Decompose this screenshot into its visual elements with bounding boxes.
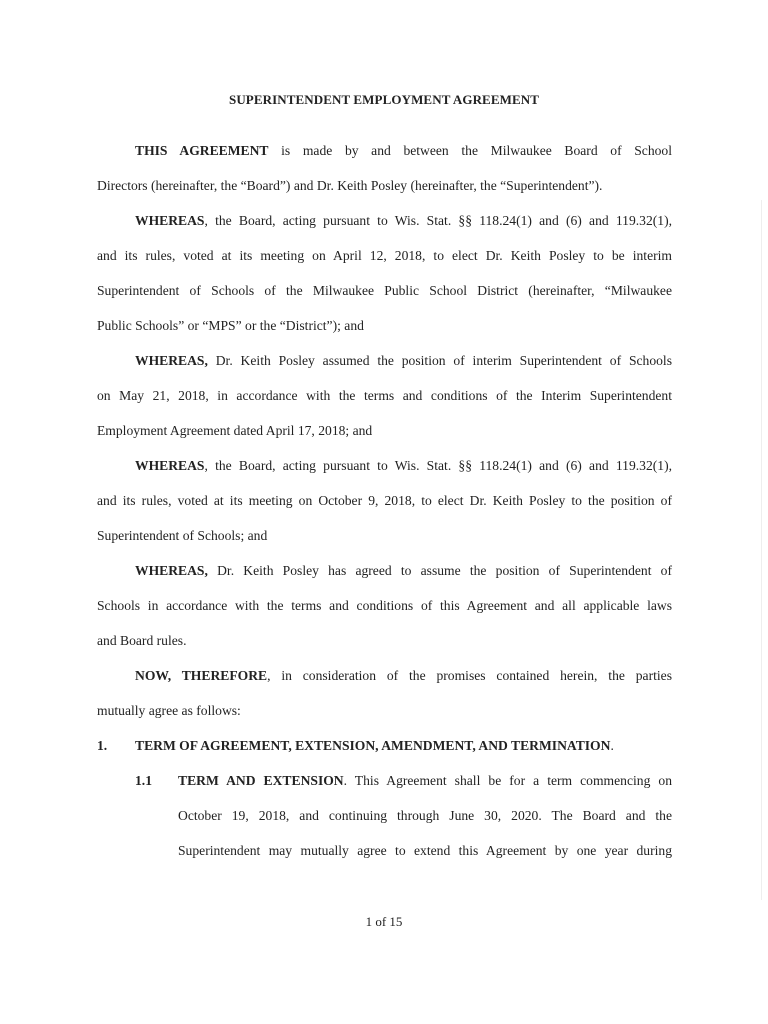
recital-line bbox=[97, 527, 672, 545]
line-text: October 19, 2018, and continuing through June 30, 2020. The Board and the bbox=[178, 808, 672, 823]
recital-line bbox=[97, 177, 672, 195]
line-text: and its rules, voted at its meeting on April 12, 2018, to elect Dr. Keith Posley to be interim bbox=[97, 248, 672, 263]
line-text: is made by and between the Milwaukee Board of School bbox=[268, 143, 672, 158]
line-text: Schools in accordance with the terms and conditions of this Agreement and all applicable laws bbox=[97, 598, 672, 613]
recital-line bbox=[135, 457, 672, 475]
line-text: Dr. Keith Posley assumed the position of interim Superintendent of Schools bbox=[207, 353, 672, 368]
recital-line bbox=[97, 387, 672, 405]
line-text: and its rules, voted at its meeting on October 9, 2018, to elect Dr. Keith Posley to the position of bbox=[97, 493, 672, 508]
recital-line bbox=[97, 282, 672, 300]
bold-lead-text: TERM OF AGREEMENT, EXTENSION, AMENDMENT, AND TERMINATION bbox=[135, 738, 611, 753]
recital-line bbox=[135, 212, 672, 230]
line-text: . bbox=[610, 738, 614, 753]
line-text: Directors (hereinafter, the “Board”) and Dr. Keith Posley (hereinafter, the “Superintendent”). bbox=[97, 178, 603, 193]
recital-line bbox=[97, 317, 672, 335]
section-line bbox=[135, 737, 666, 755]
recital-line bbox=[135, 667, 672, 685]
line-text: mutually agree as follows: bbox=[97, 703, 241, 718]
recital-line bbox=[97, 247, 672, 265]
recital-line bbox=[135, 352, 672, 370]
bold-lead-text: WHEREAS, bbox=[135, 353, 208, 368]
line-text: Public Schools” or “MPS” or the “District”); and bbox=[97, 318, 364, 333]
recital-line bbox=[97, 492, 672, 510]
subsection-number: 1.1 bbox=[135, 773, 152, 788]
document-title: SUPERINTENDENT EMPLOYMENT AGREEMENT bbox=[228, 92, 539, 107]
bold-lead-text: WHEREAS, bbox=[135, 563, 208, 578]
bold-lead-text: WHEREAS bbox=[135, 458, 205, 473]
recital-line bbox=[97, 702, 672, 720]
recital-line bbox=[97, 597, 672, 615]
bold-lead-text: TERM AND EXTENSION bbox=[178, 773, 344, 788]
bold-lead-text: WHEREAS bbox=[135, 213, 205, 228]
line-text: Employment Agreement dated April 17, 2018; and bbox=[97, 423, 373, 438]
line-text: Superintendent of Schools; and bbox=[97, 528, 268, 543]
line-text: Superintendent of Schools of the Milwaukee Public School District (hereinafter, “Milwaukee bbox=[97, 283, 672, 298]
line-text: , the Board, acting pursuant to Wis. Stat. §§ 118.24(1) and (6) and 119.32(1), bbox=[204, 458, 672, 473]
line-text: on May 21, 2018, in accordance with the terms and conditions of the Interim Superintendent bbox=[97, 388, 672, 403]
bold-lead-text: THIS AGREEMENT bbox=[135, 143, 269, 158]
recital-line bbox=[97, 422, 672, 440]
line-text: . This Agreement shall be for a term commencing on bbox=[343, 773, 672, 788]
section-number: 1. bbox=[97, 738, 108, 753]
line-text: and Board rules. bbox=[97, 633, 187, 648]
recital-line bbox=[135, 562, 672, 580]
bold-lead-text: NOW, THEREFORE bbox=[135, 668, 268, 683]
page-edge-divider bbox=[761, 200, 762, 900]
recital-line bbox=[97, 632, 672, 650]
page-number: 1 of 15 bbox=[365, 914, 403, 929]
line-text: Dr. Keith Posley has agreed to assume the position of Superintendent of bbox=[207, 563, 672, 578]
subsection-line bbox=[178, 772, 672, 790]
recital-line bbox=[135, 142, 672, 160]
subsection-line bbox=[178, 807, 672, 825]
line-text: , in consideration of the promises contained herein, the parties bbox=[267, 668, 672, 683]
line-text: , the Board, acting pursuant to Wis. Stat. §§ 118.24(1) and (6) and 119.32(1), bbox=[204, 213, 672, 228]
subsection-line bbox=[178, 842, 672, 860]
line-text: Superintendent may mutually agree to extend this Agreement by one year during bbox=[178, 843, 672, 858]
